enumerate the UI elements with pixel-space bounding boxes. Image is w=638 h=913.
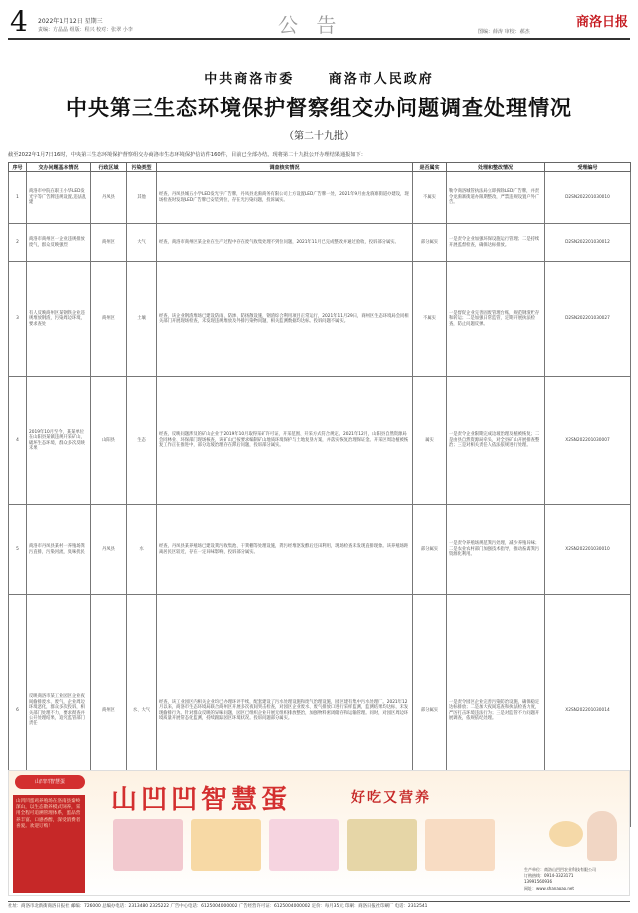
cell-region: 丹凤县 [91, 172, 127, 224]
cell-finding: 经查，反映问题涉及的矿山企业于2019年10月取得采矿许可证，开采范围、开采方式符合规定。2021年12月，山阳县自然资源局会同林业、环保部门现场核查，该矿山已按要求编制矿山地质环境保护与土地复垦方案，并落实恢复治理保证金。开采区周边植被恢复工作正在推进中，部分边坡治理存在滞后问题，投诉部分属实。 [157, 377, 413, 505]
cell-region: 商州区 [91, 262, 127, 377]
footer-info: 社址：商洛市北新街商洛日报社 邮编：726000 总编办电话：2313480 2325222 广告中心电话：6125004000002 广告经营许可证：6125004000002 定价：每月35元 印刷：商洛日报社印刷厂 电话：2312541 [8, 901, 630, 911]
cell-action: 勒令商洛城管执法局立即拆除LED广告牌，并责令龙驹寨街道办限期整改，严禁违规设置户外广告。 [447, 172, 545, 224]
picture-editor-credits: 图编：薛涛 审校：郝杰 [478, 29, 530, 35]
col-header-action: 处理和整改情况 [447, 163, 545, 172]
egg-basket-image [549, 821, 583, 847]
cell-real: 不属实 [413, 172, 447, 224]
ad-subslogan: 好吃又营养 [351, 790, 431, 806]
masthead [8, 6, 630, 40]
cell-type: 生态 [127, 377, 157, 505]
cell-no: 6 [9, 595, 27, 827]
cell-type: 大气 [127, 224, 157, 262]
table-header-row [9, 163, 631, 172]
issuing-organizations [8, 68, 630, 87]
cell-finding: 经查，丹凤县城五小学LED发光字广告牌，丹凤县龙驹商务有限公司上方设置LED广告牌一处，2021年9月由龙驹寨街道办建设，现场检查时发现LED广告牌已安装到位，存在光污染问题，投诉属实。 [157, 172, 413, 224]
ad-phone: 订购热线：0914-3323171 [524, 873, 574, 879]
cell-no: 5 [9, 505, 27, 595]
col-header-region: 行政区域 [91, 163, 127, 172]
cell-type: 水、大气 [127, 595, 157, 827]
ad-brand-logo: 山凹凹智慧蛋 [15, 775, 85, 789]
cell-issue: 2019年10月至今，某某单位在山阳县某镇违规开采矿山，破坏生态环境，群众多次反映未果 [27, 377, 91, 505]
ad-side-text: 山凹凹蛋鸡养殖场在洛南县秦岭深山，以生态散养模式饲养，采用全程可追溯管理体系，蛋品营养丰富、口感香醇，深受消费者喜爱。欢迎订购！ [13, 795, 85, 893]
cell-real: 不属实 [413, 262, 447, 377]
cell-type: 其他 [127, 172, 157, 224]
col-header-type: 污染类型 [127, 163, 157, 172]
cell-type: 水 [127, 505, 157, 595]
cell-finding: 经查，丹凤县某养殖场已建设粪污收集池、干粪棚等处理设施，粪污经堆沤发酵后还田利用，现场检查未发现直排现象。该养殖场距离居民区较近，存在一定异味影响，投诉部分属实。 [157, 505, 413, 595]
table-row [9, 224, 631, 262]
ad-slogan: 山凹凹智慧蛋 [111, 785, 292, 815]
cell-issue: 商洛市丹凤县某村一养殖场粪污直排，污染河流，臭味扰民 [27, 505, 91, 595]
cell-id: X2SN202201030010 [545, 505, 631, 595]
ad-contact-info [524, 867, 596, 892]
cell-id: X2SN202201030007 [545, 377, 631, 505]
batch-number: （第二十九批） [284, 131, 354, 142]
cell-id: D2SN202201030027 [545, 262, 631, 377]
cell-no: 4 [9, 377, 27, 505]
egg-box-image [269, 819, 339, 871]
editor-credits: 责编：方晶晶 组版：程兴 校对：张翠 小李 [38, 27, 133, 33]
intro-paragraph: 截至2022年1月7日16时，中央第三生态环境保护督察组交办商洛市生态环境保护信访件160件，目前已全部办结。现将第二十九批公开办理结果通报如下： [8, 152, 366, 158]
cell-region: 丹凤县 [91, 505, 127, 595]
page-number: 4 [10, 5, 28, 38]
cell-id: D2SN202201030010 [545, 172, 631, 224]
table-row [9, 172, 631, 224]
cell-no: 1 [9, 172, 27, 224]
cell-issue: 商洛市商州区一企业违规排放废气，群众反映强烈 [27, 224, 91, 262]
cell-issue: 反映商洛市某工业园区企业夜间偷排废水、废气，企业周边环境恶化，群众多次投诉，相关部门处理不力，要求彻查并公开处理结果，追究监管部门责任 [27, 595, 91, 827]
headline: 中央第三生态环境保护督察组交办问题调查处理情况 [66, 96, 572, 120]
cell-action: 一是责令养殖场规范粪污处理，减少养殖异味；二是农业农村部门加强技术指导，推动畜禽粪污资源化利用。 [447, 505, 545, 595]
case-table [8, 162, 631, 827]
egg-box-image [347, 819, 417, 871]
cell-id: D2SN202201030012 [545, 224, 631, 262]
cell-issue: 商洛市中院在职王小华LED发光字等广告牌违规设置,违法乱建 [27, 172, 91, 224]
cell-region: 商州区 [91, 595, 127, 827]
table-row [9, 262, 631, 377]
cell-finding: 经查，商洛市商州区某企业在生产过程中存在废气收集处理不到位问题，2021年11月已完成整改并通过验收，投诉部分属实。 [157, 224, 413, 262]
cell-no: 2 [9, 224, 27, 262]
egg-box-image [425, 819, 495, 871]
cell-real: 部分属实 [413, 595, 447, 827]
newspaper-logo: 商洛日报 [575, 15, 628, 30]
cell-issue: 有人反映商州区某钢铁企业违规堆放钢渣，污染周边环境，要求查处 [27, 262, 91, 377]
table-row [9, 377, 631, 505]
cell-action: 一是责令企业加强环保设施运行管理；二是持续开展监督检查，确保达标排放。 [447, 224, 545, 262]
egg-box-image [113, 819, 183, 871]
child-illustration [587, 811, 617, 861]
cell-region: 商州区 [91, 224, 127, 262]
cell-id: X2SN202201030014 [545, 595, 631, 827]
cell-real: 属实 [413, 377, 447, 505]
cell-finding: 经查，该工业园区内相关企业均已办理环评手续，配套建设了污水处理设施和废气治理设施，园区建有集中污水处理厂。2021年12月以来，商洛市生态环境局联合商州区开展多次夜间突击检查，对园区企业废水、废气排放口进行采样监测，监测结果均达标，未发现偷排行为。针对群众反映的异味问题，园区已组织企业开展无组织排放整治，加强物料密闭储存和运输管理。同时，对园区周边环境质量开展常态化监测，持续跟踪园区环境状况。投诉问题部分属实。 [157, 595, 413, 827]
ad-website: 网址：www.shanaoao.net [524, 885, 574, 891]
org-left: 中共商洛市委 [204, 72, 295, 87]
col-header-issue: 交办问题基本情况 [27, 163, 91, 172]
col-header-real: 是否属实 [413, 163, 447, 172]
ad-address: 生产单位：商洛山凹凹农业科技有限公司 [524, 867, 596, 872]
cell-type: 土壤 [127, 262, 157, 377]
issue-date: 2022年1月12日 星期三 [38, 18, 103, 25]
cell-region: 山阳县 [91, 377, 127, 505]
egg-box-image [191, 819, 261, 871]
egg-advertisement [8, 770, 630, 896]
cell-no: 3 [9, 262, 27, 377]
col-header-id: 受理编号 [545, 163, 631, 172]
org-right: 商洛市人民政府 [328, 72, 434, 87]
cell-real: 部分属实 [413, 224, 447, 262]
cell-action: 一是责令企业限期完成边坡治理及植被恢复；二是由县自然资源局牵头，对全县矿山开展排查整治；三是对相关责任人依法依规进行处理。 [447, 377, 545, 505]
cell-action: 一是督促企业完善固废管理台账，规范钢渣贮存和转运；二是加强日常监管，定期开展执法检查，防止问题反弹。 [447, 262, 545, 377]
col-header-no: 序号 [9, 163, 27, 172]
table-row [9, 505, 631, 595]
section-title: 公 告 [278, 13, 343, 37]
ad-mobile: 13991560936 [524, 879, 552, 885]
cell-finding: 经查，该企业钢渣堆场已建设防雨、防渗、防扬散设施，钢渣综合利用项目正常运行，2021年11月29日，商州区生态环境局会同相关部门开展现场检查，未发现违规堆放及外排污染物问题，相关监测数据均达标。投诉问题不属实。 [157, 262, 413, 377]
cell-action: 一是责令园区企业完善污染防治设施，确保稳定达标排放；二是加大夜间巡查和执法检查力度，严厉打击环境违法行为；三是对监管不力问题开展调查，依规依纪处理。 [447, 595, 545, 827]
col-header-finding: 调查核实情况 [157, 163, 413, 172]
cell-real: 部分属实 [413, 505, 447, 595]
